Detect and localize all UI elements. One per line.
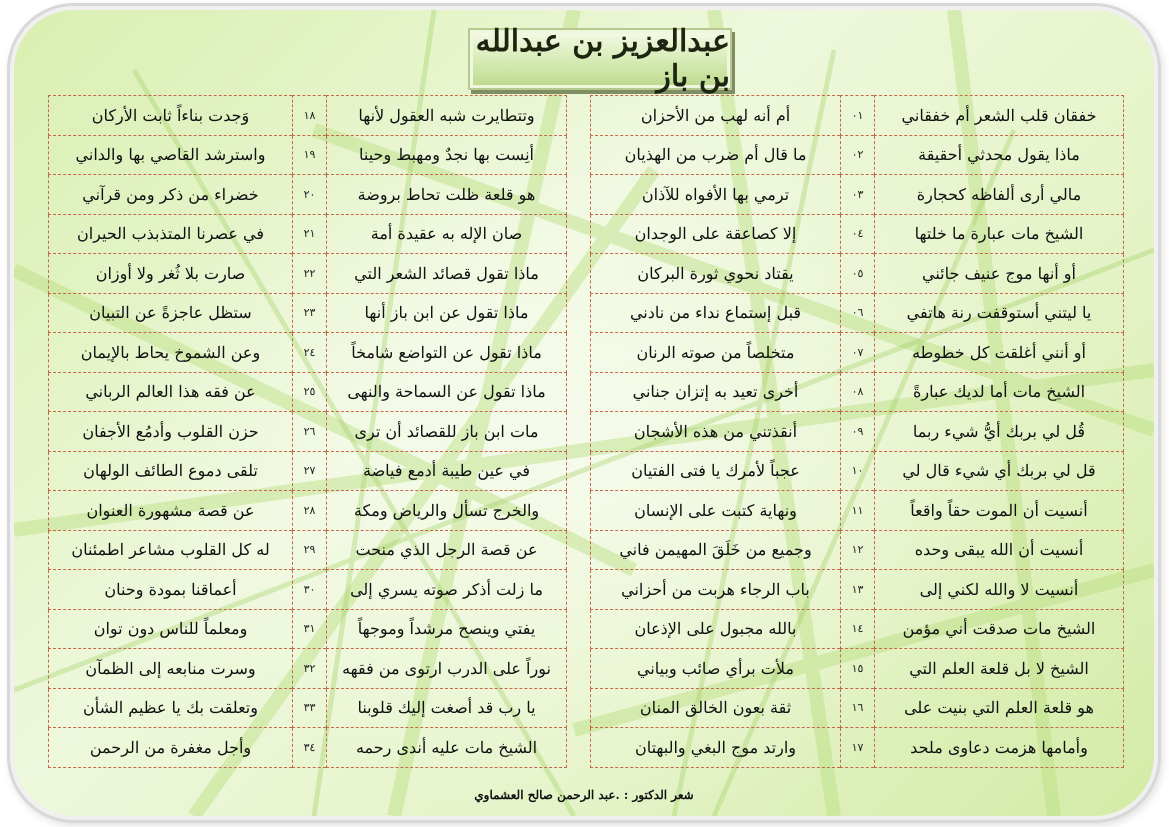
poem-row — [49, 728, 1124, 768]
verse-second-half: ثقة بعون الخالق المنان — [591, 688, 841, 728]
verse-second-half: باب الرجاء هربت من أحزاني — [591, 570, 841, 610]
verse-second-half: متخلصاً من صوته الرنان — [591, 333, 841, 373]
page-title: عبدالعزيز بن عبدالله بن باز — [475, 24, 730, 94]
verse-second-half: وسرت منابعه إلى الظمآن — [49, 649, 293, 689]
verse-first-half: مالي أرى ألفاظه كحجارة — [875, 175, 1124, 215]
poet-credit: شعر الدكتور : .عبد الرحمن صالح العشماوي — [474, 788, 694, 802]
verse-number: ٠٨ — [841, 372, 875, 412]
verse-number: ٢١ — [293, 214, 327, 254]
poem-row — [49, 570, 1124, 610]
verse-first-half: أو أنني أغلقت كل خطوطه — [875, 333, 1124, 373]
verse-second-half: حزن القلوب وأدمُع الأجفان — [49, 412, 293, 452]
verse-second-half: ما قال أم ضرب من الهذيان — [591, 135, 841, 175]
verse-second-half: أخرى تعيد به إتزان جناني — [591, 372, 841, 412]
poem-row — [49, 372, 1124, 412]
verse-first-half: الشيخ مات عبارة ما خلتها — [875, 214, 1124, 254]
verse-first-half: وأمامها هزمت دعاوى ملحد — [875, 728, 1124, 768]
verse-first-half: ماذا يقول محدثي أحقيقة — [875, 135, 1124, 175]
verse-second-half: له كل القلوب مشاعر اطمئنان — [49, 530, 293, 570]
verse-second-half: وارتد موج البغي والبهتان — [591, 728, 841, 768]
verse-second-half: قبل إستماع نداء من نادني — [591, 293, 841, 333]
poem-row — [49, 214, 1124, 254]
verse-number: ٠٩ — [841, 412, 875, 452]
verse-first-half: وتتطايرت شبه العقول لأنها — [327, 96, 567, 136]
column-gap — [567, 728, 591, 768]
column-gap — [567, 412, 591, 452]
verse-second-half: وأجل مغفرة من الرحمن — [49, 728, 293, 768]
poem-row — [49, 293, 1124, 333]
column-gap — [567, 570, 591, 610]
verse-number: ٢٧ — [293, 451, 327, 491]
verse-first-half: الشيخ لا بل قلعة العلم التي — [875, 649, 1124, 689]
poem-row — [49, 135, 1124, 175]
verse-number: ١٥ — [841, 649, 875, 689]
poem-card — [14, 10, 1154, 816]
verse-second-half: ونهاية كتبت على الإنسان — [591, 491, 841, 531]
column-gap — [567, 293, 591, 333]
verse-first-half: الشيخ مات صدقت أني مؤمن — [875, 609, 1124, 649]
verse-first-half: هو قلعة ظلت تحاط بروضة — [327, 175, 567, 215]
verse-first-half: ماذا تقول قصائد الشعر التي — [327, 254, 567, 294]
verse-second-half: عن فقه هذا العالم الرباني — [49, 372, 293, 412]
verse-number: ١٢ — [841, 530, 875, 570]
verse-second-half: عن قصة مشهورة العنوان — [49, 491, 293, 531]
verse-first-half: يا رب قد أصغت إليك قلوبنا — [327, 688, 567, 728]
verse-number: ٠١ — [841, 96, 875, 136]
poem-body — [49, 96, 1124, 768]
verse-second-half: أم أنه لهب من الأحزان — [591, 96, 841, 136]
verse-number: ٢٥ — [293, 372, 327, 412]
verse-first-half: خفقان قلب الشعر أم خفقاني — [875, 96, 1124, 136]
verse-first-half: يا ليتني أستوقفت رنة هاتفي — [875, 293, 1124, 333]
verse-first-half: صان الإله به عقيدة أمة — [327, 214, 567, 254]
column-gap — [567, 649, 591, 689]
verse-number: ١٩ — [293, 135, 327, 175]
verse-second-half: ترمي بها الأفواه للآذان — [591, 175, 841, 215]
verse-first-half: أو أنها موج عنيف جائني — [875, 254, 1124, 294]
verse-first-half: والخرج تسأل والرياض ومكة — [327, 491, 567, 531]
verse-number: ١٧ — [841, 728, 875, 768]
poem-table — [48, 95, 1124, 768]
verse-second-half: ستظل عاجزةً عن التبيان — [49, 293, 293, 333]
verse-first-half: أنِست بها نجدٌ ومهبط وحينا — [327, 135, 567, 175]
column-gap — [567, 372, 591, 412]
verse-number: ٣٤ — [293, 728, 327, 768]
title-plate — [468, 24, 732, 94]
column-gap — [567, 688, 591, 728]
poem-row — [49, 609, 1124, 649]
verse-second-half: إلا كصاعقة على الوجدان — [591, 214, 841, 254]
poem-row — [49, 96, 1124, 136]
verse-number: ٢٤ — [293, 333, 327, 373]
verse-first-half: مات ابن باز للقصائد أن ترى — [327, 412, 567, 452]
verse-second-half: عجباً لأمرك يا فتى الفتيان — [591, 451, 841, 491]
verse-first-half: ما زلت أذكر صوته يسري إلى — [327, 570, 567, 610]
verse-first-half: أنسيت لا والله لكني إلى — [875, 570, 1124, 610]
column-gap — [567, 333, 591, 373]
column-gap — [567, 214, 591, 254]
verse-second-half: وجميع من خَلَقَ المهيمن فاني — [591, 530, 841, 570]
verse-number: ٠٥ — [841, 254, 875, 294]
verse-first-half: أنسيت أن الله يبقى وحده — [875, 530, 1124, 570]
poem-row — [49, 649, 1124, 689]
verse-second-half: وَجدت بناءاً ثابت الأركان — [49, 96, 293, 136]
verse-number: ١١ — [841, 491, 875, 531]
verse-number: ٢٠ — [293, 175, 327, 215]
verse-number: ٣١ — [293, 609, 327, 649]
verse-number: ١٤ — [841, 609, 875, 649]
verse-number: ١٦ — [841, 688, 875, 728]
verse-second-half: في عصرنا المتذبذب الحيران — [49, 214, 293, 254]
verse-number: ٣٣ — [293, 688, 327, 728]
column-gap — [567, 491, 591, 531]
verse-first-half: الشيخ مات عليه أندى رحمه — [327, 728, 567, 768]
verse-first-half: في عين طيبة أدمع فياضة — [327, 451, 567, 491]
column-gap — [567, 530, 591, 570]
poem-row — [49, 175, 1124, 215]
verse-number: ٣٢ — [293, 649, 327, 689]
verse-second-half: تلقى دموع الطائف الولهان — [49, 451, 293, 491]
verse-first-half: ماذا تقول عن السماحة والنهى — [327, 372, 567, 412]
verse-first-half: عن قصة الرجل الذي منحت — [327, 530, 567, 570]
verse-first-half: هو قلعة العلم التي بنيت على — [875, 688, 1124, 728]
verse-number: ١٣ — [841, 570, 875, 610]
verse-second-half: وتعلقت بك يا عظيم الشأن — [49, 688, 293, 728]
verse-second-half: بالله مجبول على الإذعان — [591, 609, 841, 649]
column-gap — [567, 96, 591, 136]
verse-second-half: أنقذتني من هذه الأشجان — [591, 412, 841, 452]
poem-row — [49, 491, 1124, 531]
verse-number: ٠٣ — [841, 175, 875, 215]
poem-row — [49, 254, 1124, 294]
verse-second-half: وعن الشموخ يحاط بالإيمان — [49, 333, 293, 373]
verse-second-half: أعماقنا بمودة وحنان — [49, 570, 293, 610]
verse-number: ٢٦ — [293, 412, 327, 452]
verse-number: ٠٦ — [841, 293, 875, 333]
column-gap — [567, 254, 591, 294]
verse-first-half: قل لي بربك أي شيء قال لي — [875, 451, 1124, 491]
verse-number: ٢٩ — [293, 530, 327, 570]
verse-number: ١٨ — [293, 96, 327, 136]
poem-row — [49, 412, 1124, 452]
verse-second-half: خضراء من ذكر ومن قرآني — [49, 175, 293, 215]
verse-first-half: نوراً على الدرب ارتوى من فقهه — [327, 649, 567, 689]
column-gap — [567, 609, 591, 649]
column-gap — [567, 451, 591, 491]
verse-first-half: قُل لي بربك أيُّ شيء ربما — [875, 412, 1124, 452]
verse-second-half: يقتاد نحوي ثورة البركان — [591, 254, 841, 294]
verse-number: ٠٤ — [841, 214, 875, 254]
verse-first-half: أنسيت أن الموت حقاً واقعاً — [875, 491, 1124, 531]
poem-row — [49, 688, 1124, 728]
verse-number: ٠٢ — [841, 135, 875, 175]
verse-first-half: يفتي وينصح مرشداً وموجهاً — [327, 609, 567, 649]
poem-row — [49, 530, 1124, 570]
verse-first-half: ماذا تقول عن ابن باز أنها — [327, 293, 567, 333]
verse-second-half: ومعلماً للناس دون توان — [49, 609, 293, 649]
verse-first-half: الشيخ مات أما لديك عبارةً — [875, 372, 1124, 412]
verse-number: ١٠ — [841, 451, 875, 491]
verse-second-half: واسترشد القاصي بها والداني — [49, 135, 293, 175]
verse-number: ٢٣ — [293, 293, 327, 333]
poem-row — [49, 451, 1124, 491]
verse-number: ٠٧ — [841, 333, 875, 373]
verse-number: ٢٢ — [293, 254, 327, 294]
verse-second-half: صارت بلا ثُغر ولا أوزان — [49, 254, 293, 294]
verse-number: ٣٠ — [293, 570, 327, 610]
poem-row — [49, 333, 1124, 373]
verse-second-half: ملأت برأي صائب وبياني — [591, 649, 841, 689]
verse-first-half: ماذا تقول عن التواضع شامخاً — [327, 333, 567, 373]
column-gap — [567, 175, 591, 215]
verse-number: ٢٨ — [293, 491, 327, 531]
column-gap — [567, 135, 591, 175]
